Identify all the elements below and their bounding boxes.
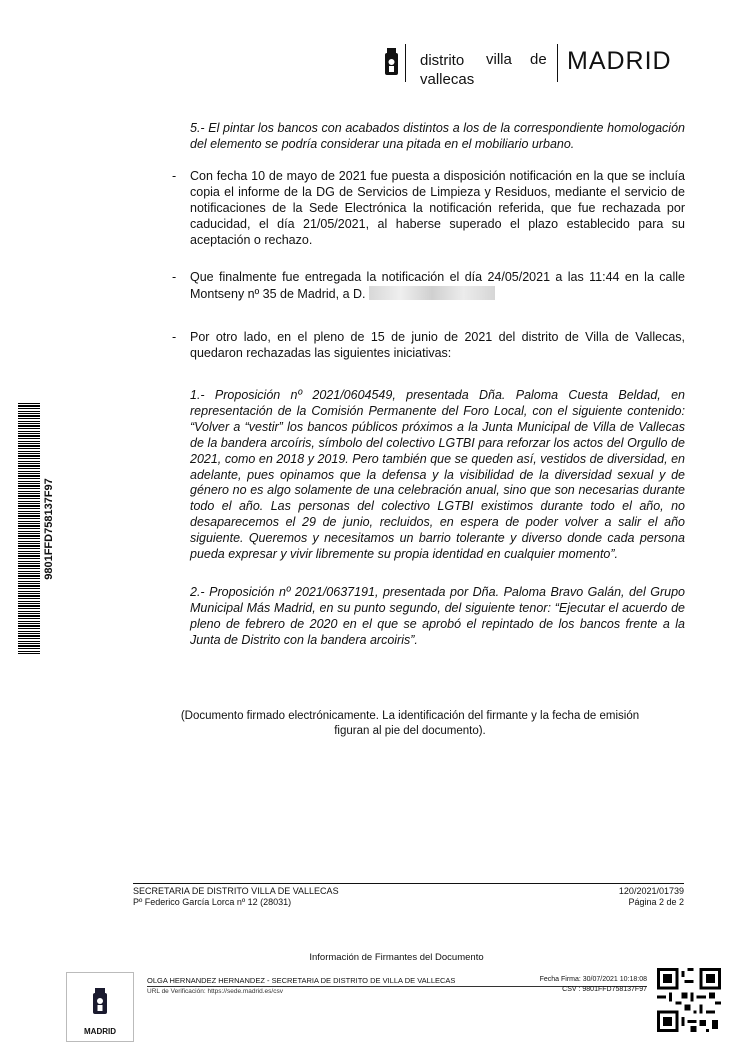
- bullet-dash: -: [172, 169, 177, 183]
- bullet-paragraph-3: Por otro lado, en el pleno de 15 de junio de 2021 del distrito de Villa de Vallecas, quedaron rechazadas las siguientes iniciativas:: [190, 330, 685, 360]
- proposition-2: 2.- Proposición nº 2021/0637191, presentada por Dña. Paloma Bravo Galán, del Grupo Municipal Más Madrid, en su punto segundo, del siguiente tenor: “Ejecutar el acuerdo de pleno de febrero de 2020 en el que se aprobó el repintado de los bancos frente a la Junta de Distrito con la bandera arcoiris”.: [190, 585, 685, 647]
- signer-name: OLGA HERNANDEZ HERNANDEZ - SECRETARIA DE DISTRITO DE VILLA DE VALLECAS: [147, 976, 456, 985]
- verification-url[interactable]: URL de Verificación: https://sede.madrid.es/csv: [147, 988, 283, 995]
- proposition-1: 1.- Proposición nº 2021/0604549, presentada Dña. Paloma Cuesta Beldad, en representación de la Comisión Permanente del Foro Local, con el siguiente contenido: “Volver a “vestir” los bancos públicos próximos a la Junta Municipal de Villa de Vallecas de la bandera arcoíris, símbolo del colectivo LGTBI para reforzar los actos del Orgullo de 2021, como en 2018 y 2019. Pero también que se queden así, vestidos de diversidad, en adelante, pues opinamos que la defensa y la visibilidad de la diversidad sexual y de género no es algo solamente de una celebración anual, sino que son necesarias durante todo el año. Las personas del colectivo LGTBI existimos durante todo el año, no desaparecemos el 29 de junio, recluidos, en espera de poder volver a salir el año siguiente. Queremos y necesitamos un barrio tolerante y diverso donde cada persona pueda expresar y vivir libremente su propia identidad en cualquier momento”.: [190, 388, 685, 562]
- csv-code: CSV : 9801FFD758137F97: [562, 986, 647, 993]
- footer-address: Pº Federico García Lorca nº 12 (28031): [133, 897, 292, 907]
- madrid-emblem-icon: [92, 987, 108, 1015]
- footer-reference: 120/2021/01739: [618, 886, 684, 896]
- logo-villa-text: villa: [486, 51, 512, 68]
- footer-page-number: Página 2 de 2: [628, 897, 684, 907]
- electronic-signature-note: (Documento firmado electrónicamente. La identificación del firmante y la fecha de emisión figuran al pie del documento).: [180, 710, 640, 737]
- bullet-dash: -: [172, 270, 177, 284]
- side-barcode: [18, 403, 40, 655]
- bullet-dash: -: [172, 330, 177, 344]
- footer-office: SECRETARIA DE DISTRITO VILLA DE VALLECAS: [133, 886, 339, 896]
- side-barcode-code: 9801FFD758137F97: [43, 478, 55, 580]
- bullet-paragraph-1: Con fecha 10 de mayo de 2021 fue puesta a disposición notificación en la que se incluía copia el informe de la DG de Servicios de Limpieza y Residuos, mediante el servicio de notificaciones de la Sede Electrónica la notificación referida, que fue rechazada por caducidad, el día 21/05/2021, al haberse superado el plazo establecido para su aceptación o rechazo.: [190, 169, 685, 247]
- bullet-paragraph-2: Que finalmente fue entregada la notificación el día 24/05/2021 a las 11:44 en la calle Montseny nº 35 de Madrid, a D.: [190, 270, 685, 301]
- logo-distrito-text: distrito vallecas: [420, 52, 475, 88]
- signers-title: Información de Firmantes del Documento: [309, 952, 484, 963]
- madrid-emblem-icon: [384, 47, 399, 77]
- qr-code-icon: [657, 968, 721, 1032]
- logo-madrid-text: MADRID: [567, 47, 672, 75]
- footer-divider: [133, 883, 684, 884]
- item-5-paragraph: 5.- El pintar los bancos con acabados distintos a los de la correspondiente homologación del elemento se podría considerar una pitada en el mobiliario urbano.: [190, 121, 685, 151]
- signers-madrid-logo: [66, 972, 134, 1042]
- logo-de-text: de: [530, 51, 547, 68]
- logo-divider: [557, 44, 558, 82]
- logo-divider: [405, 44, 406, 82]
- signers-logo-label: MADRID: [84, 1027, 116, 1036]
- signature-date: Fecha Firma: 30/07/2021 10:18:08: [539, 976, 647, 983]
- redacted-name: [369, 286, 495, 300]
